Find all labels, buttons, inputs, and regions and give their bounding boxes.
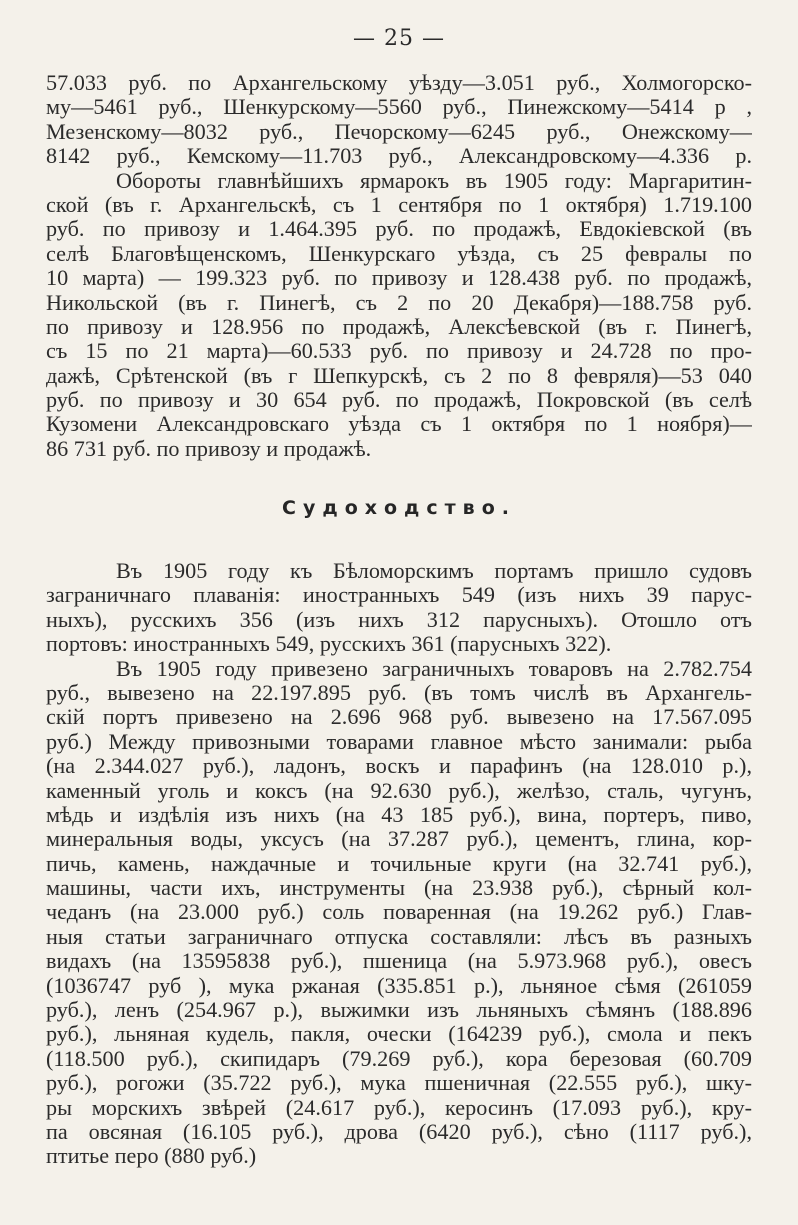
- paragraph-trade: [46, 657, 752, 1169]
- text-line: руб. по привозу и 30 654 руб. по продажѣ, Покровской (въ селѣ: [46, 388, 752, 413]
- text-line: заграничнаго плаванія: иностранныхъ 549 (изъ нихъ 39 парус-: [46, 583, 752, 608]
- text-line: Никольской (въ г. Пинегѣ, съ 2 по 20 Декабря)—188.758 руб.: [46, 290, 752, 315]
- text-line: Кузомени Александровскаго уѣзда съ 1 октября по 1 ноября)—: [46, 412, 752, 437]
- text-line: му—5461 руб., Шенкурскому—5560 руб., Пинежскому—5414 р ,: [46, 95, 752, 120]
- text-line: каменный уголь и коксъ (на 92.630 руб.), желѣзо, сталь, чугунъ,: [46, 778, 752, 803]
- text-line: съ 15 по 21 марта)—60.533 руб. по привозу и 24.728 по про-: [46, 339, 752, 364]
- paragraph-ships: [46, 559, 752, 657]
- text-line: руб.), льняная кудель, пакля, очески (164239 руб.), смола и пекъ: [46, 1022, 752, 1047]
- text-line: пичь, камень, наждачные и точильные круги (на 32.741 руб.),: [46, 851, 752, 876]
- text-line: па овсяная (16.105 руб.), дрова (6420 руб.), сѣно (1117 руб.),: [46, 1119, 752, 1144]
- text-line: 10 марта) — 199.323 руб. по привозу и 128.438 руб. по продажѣ,: [46, 266, 752, 291]
- paragraph-uezd-totals: [46, 71, 752, 169]
- text-line: руб.), рогожи (35.722 руб.), мука пшеничная (22.555 руб.), шку-: [46, 1071, 752, 1096]
- text-line: 8142 руб., Кемскому—11.703 руб., Александровскому—4.336 р.: [46, 144, 752, 169]
- text-line: портовъ: иностранныхъ 549, русскихъ 361 (парусныхъ 322).: [46, 632, 612, 657]
- paragraph-fairs: [46, 169, 752, 462]
- text-line: скій портъ привезено на 2.696 968 руб. вывезено на 17.567.095: [46, 705, 752, 730]
- text-line: ской (въ г. Архангельскѣ, съ 1 сентября по 1 октября) 1.719.100: [46, 192, 752, 217]
- text-line: ныхъ), русскихъ 356 (изъ нихъ 312 парусныхъ). Отошло отъ: [46, 607, 752, 632]
- text-line: чеданъ (на 23.000 руб.) соль поваренная (на 19.262 руб.) Глав-: [46, 900, 752, 925]
- text-line: руб. по привозу и 1.464.395 руб. по продажѣ, Евдокіевской (въ: [46, 217, 752, 242]
- text-line: минеральныя воды, уксусъ (на 37.287 руб.), цементъ, глина, кор-: [46, 827, 752, 852]
- text-line: Въ 1905 году къ Бѣломорскимъ портамъ пришло судовъ: [116, 559, 752, 583]
- text-line: дажѣ, Срѣтенской (въ г Шепкурскѣ, съ 2 по 8 февряля)—53 040: [46, 363, 752, 388]
- text-line: (на 2.344.027 руб.), ладонъ, воскъ и парафинъ (на 128.010 р.),: [46, 754, 752, 779]
- text-line: селѣ Благовѣщенскомъ, Шенкурскаго уѣзда, съ 25 февралы по: [46, 241, 752, 266]
- text-line: Въ 1905 году привезено заграничныхъ товаровъ на 2.782.754: [116, 656, 752, 681]
- text-line: (118.500 руб.), скипидаръ (79.269 руб.), кора березовая (60.709: [46, 1046, 752, 1071]
- text-line: машины, части ихъ, инструменты (на 23.938 руб.), сѣрный кол-: [46, 876, 752, 901]
- text-line: Обороты главнѣйшихъ ярмарокъ въ 1905 году: Маргаритин-: [116, 168, 752, 193]
- text-line: мѣдь и издѣлія изъ нихъ (на 43 185 руб.), вина, портеръ, пиво,: [46, 802, 752, 827]
- text-line: 57.033 руб. по Архангельскому уѣзду—3.051 руб., Холмогорско-: [46, 71, 752, 95]
- text-line: по привозу и 128.956 по продажѣ, Алексѣевской (въ г. Пинегѣ,: [46, 314, 752, 339]
- text-line: руб.), ленъ (254.967 р.), выжимки изъ льняныхъ сѣмянъ (188.896: [46, 998, 752, 1023]
- text-line: руб., вывезено на 22.197.895 руб. (въ томъ числѣ въ Архангель-: [46, 680, 752, 705]
- text-line: видахъ (на 13595838 руб.), пшеница (на 5.973.968 руб.), овесъ: [46, 949, 752, 974]
- text-line: птитье перо (880 руб.): [46, 1144, 257, 1169]
- text-line: ры морскихъ звѣрей (24.617 руб.), керосинъ (17.093 руб.), кру-: [46, 1095, 752, 1120]
- text-block-lower: [46, 559, 752, 1169]
- text-line: 86 731 руб. по привозу и продажѣ.: [46, 436, 372, 461]
- page-number: — 25 —: [353, 26, 445, 51]
- text-line: (1036747 руб ), мука ржаная (335.851 р.), льняное сѣмя (261059: [46, 973, 752, 998]
- section-heading: Судоходство.: [282, 497, 516, 519]
- text-block-upper: [46, 71, 752, 461]
- text-line: Мезенскому—8032 руб., Печорскому—6245 руб., Онежскому—: [46, 119, 752, 144]
- text-line: руб.) Между привозными товарами главное мѣсто занимали: рыба: [46, 729, 752, 754]
- text-line: ныя статьи заграничнаго отпуска составляли: лѣсъ въ разныхъ: [46, 924, 752, 949]
